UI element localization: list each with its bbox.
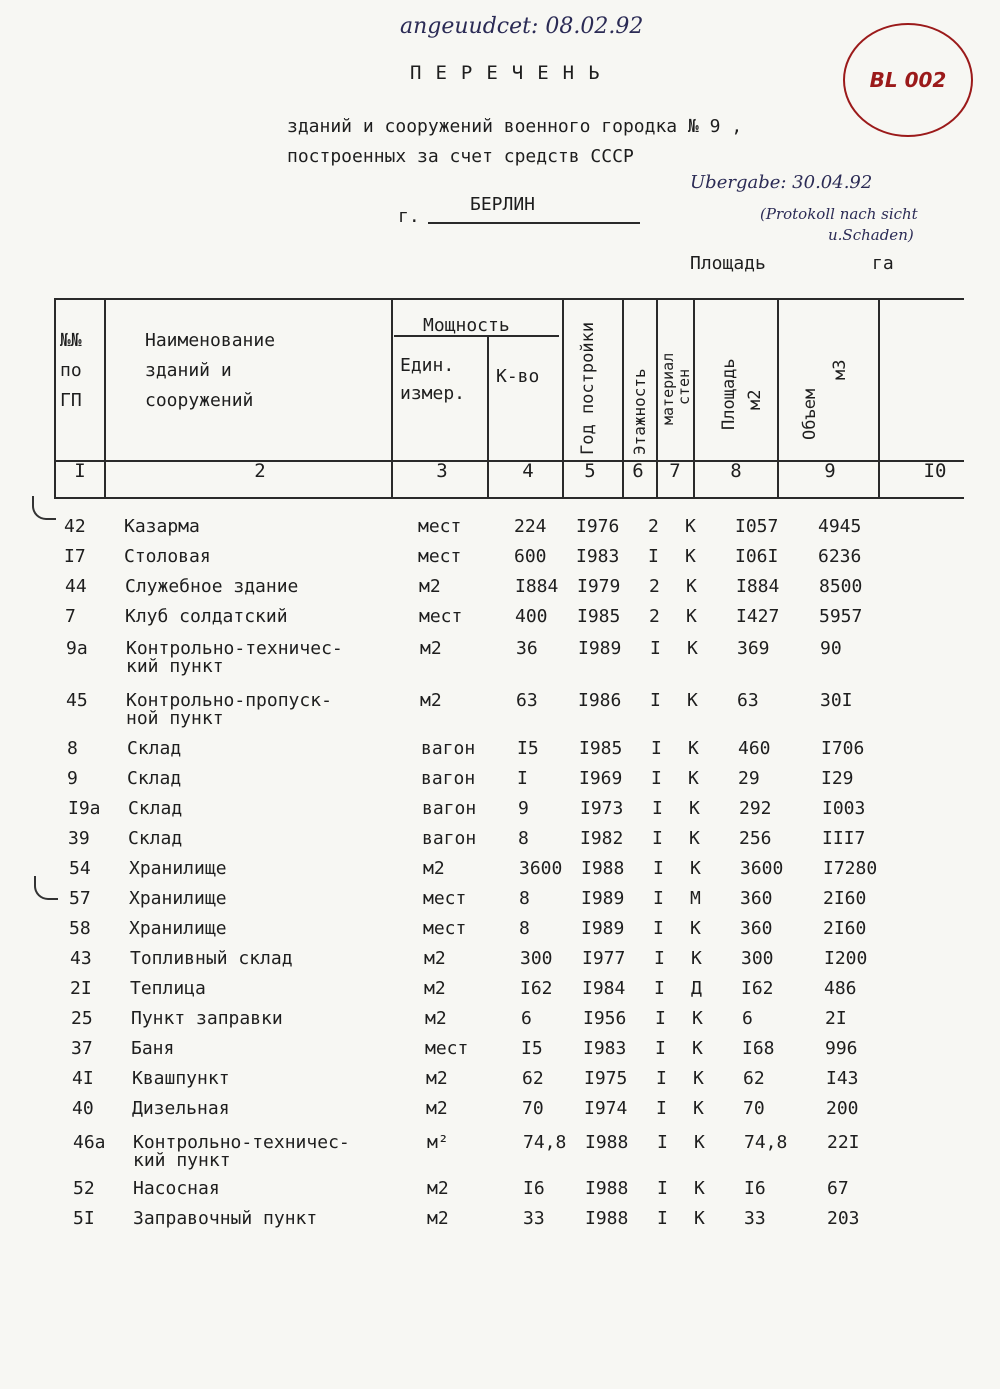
table-row <box>0 950 1000 980</box>
cell-floors: I <box>651 768 662 789</box>
header-num: №№ по ГП <box>60 330 82 411</box>
cell-name: Клуб солдатский <box>125 606 288 627</box>
cell-floors: I <box>655 1038 666 1059</box>
cell-material: К <box>694 1178 705 1199</box>
cell-material: К <box>693 1068 704 1089</box>
cell-num: 25 <box>71 1008 93 1029</box>
column-number: 2 <box>254 460 266 482</box>
cell-name: Контрольно-техничес- кий пункт <box>126 638 343 677</box>
cell-year: I985 <box>577 606 621 627</box>
table-row <box>0 1180 1000 1210</box>
cell-year: I983 <box>583 1038 627 1059</box>
table-row <box>0 578 1000 608</box>
cell-year: I974 <box>584 1098 628 1119</box>
cell-material: К <box>686 576 697 597</box>
table-row <box>0 1132 1000 1171</box>
cell-area: 460 <box>738 738 771 759</box>
cell-num: I7 <box>64 546 86 567</box>
cell-qty: 9 <box>518 798 529 819</box>
cell-area: 62 <box>743 1068 765 1089</box>
cell-unit: мест <box>419 606 463 627</box>
cell-qty: I884 <box>515 576 559 597</box>
header-capacity: Мощность <box>423 315 510 336</box>
column-number: 7 <box>669 460 681 482</box>
table-row <box>0 740 1000 770</box>
cell-qty: 8 <box>519 918 530 939</box>
area-label: Площадь <box>690 253 766 274</box>
cell-qty: 400 <box>515 606 548 627</box>
cell-floors: I <box>657 1208 668 1229</box>
cell-floors: I <box>653 918 664 939</box>
cell-volume: 2I60 <box>823 918 867 939</box>
cell-num: 46а <box>73 1132 106 1153</box>
cell-area: 300 <box>741 948 774 969</box>
cell-name: Пункт заправки <box>131 1008 283 1029</box>
cell-area: 70 <box>743 1098 765 1119</box>
cell-area: 29 <box>738 768 760 789</box>
city-underline <box>428 222 640 224</box>
cell-floors: I <box>654 948 665 969</box>
cell-num: 40 <box>72 1098 94 1119</box>
cell-qty: 74,8 <box>523 1132 567 1153</box>
cell-volume: I706 <box>821 738 865 759</box>
cell-name: Теплица <box>130 978 206 999</box>
cell-material: Д <box>691 978 702 999</box>
cell-qty: 224 <box>514 516 547 537</box>
cell-unit: м2 <box>419 576 441 597</box>
cell-material: К <box>691 948 702 969</box>
cell-volume: I43 <box>826 1068 859 1089</box>
cell-unit: мест <box>418 516 462 537</box>
cell-area: I06I <box>735 546 779 567</box>
cell-volume: 6236 <box>818 546 862 567</box>
cell-area: I427 <box>736 606 780 627</box>
cell-material: К <box>694 1208 705 1229</box>
cell-year: I982 <box>580 828 624 849</box>
cell-volume: III7 <box>822 828 866 849</box>
column-number: I0 <box>923 460 947 482</box>
cell-unit: мест <box>423 888 467 909</box>
cell-material: К <box>690 858 701 879</box>
cell-area: 33 <box>744 1208 766 1229</box>
cell-qty: 62 <box>522 1068 544 1089</box>
cell-unit: м2 <box>427 1178 449 1199</box>
cell-unit: м2 <box>427 1208 449 1229</box>
cell-unit: вагон <box>421 738 476 759</box>
cell-area: 256 <box>739 828 772 849</box>
cell-floors: I <box>650 690 661 711</box>
cell-num: 52 <box>73 1178 95 1199</box>
handwritten-damage-note: u.Schaden) <box>828 226 914 244</box>
header-unit: Един. измер. <box>400 355 466 404</box>
cell-unit: м2 <box>420 638 442 659</box>
punch-hole-mark <box>32 496 56 520</box>
table-row <box>0 548 1000 578</box>
column-number: 3 <box>436 460 448 482</box>
cell-num: 58 <box>69 918 91 939</box>
cell-floors: I <box>648 546 659 567</box>
cell-name: Насосная <box>133 1178 220 1199</box>
cell-qty: I <box>517 768 528 789</box>
cell-num: 2I <box>70 978 92 999</box>
column-number: 4 <box>522 460 534 482</box>
cell-area: 292 <box>739 798 772 819</box>
cell-name: Хранилище <box>129 918 227 939</box>
stamp-code: BL 002 <box>869 68 947 92</box>
cell-unit: мест <box>425 1038 469 1059</box>
cell-area: I057 <box>735 516 779 537</box>
cell-floors: I <box>654 978 665 999</box>
cell-area: I62 <box>741 978 774 999</box>
cell-num: 39 <box>68 828 90 849</box>
cell-name: Баня <box>131 1038 175 1059</box>
cell-floors: I <box>656 1068 667 1089</box>
cell-floors: I <box>651 738 662 759</box>
city-prefix: г. <box>398 206 420 227</box>
document-title: ПЕРЕЧЕНЬ <box>410 62 614 84</box>
cell-volume: 8500 <box>819 576 863 597</box>
cell-floors: 2 <box>648 516 659 537</box>
cell-material: М <box>690 888 701 909</box>
cell-num: 7 <box>65 606 76 627</box>
cell-num: 37 <box>71 1038 93 1059</box>
table-row <box>0 800 1000 830</box>
cell-material: К <box>685 516 696 537</box>
cell-year: I985 <box>579 738 623 759</box>
cell-qty: 33 <box>523 1208 545 1229</box>
cell-material: К <box>690 918 701 939</box>
cell-material: К <box>686 606 697 627</box>
cell-area: I884 <box>736 576 780 597</box>
header-year: Год постройки <box>578 321 598 455</box>
cell-qty: 8 <box>519 888 530 909</box>
cell-year: I983 <box>576 546 620 567</box>
cell-year: I984 <box>582 978 626 999</box>
cell-name: Хранилище <box>129 858 227 879</box>
table-row <box>0 980 1000 1010</box>
cell-qty: I5 <box>517 738 539 759</box>
cell-name: Квашпункт <box>132 1068 230 1089</box>
cell-unit: м² <box>427 1132 449 1153</box>
cell-volume: I200 <box>824 948 868 969</box>
table-row <box>0 608 1000 638</box>
cell-volume: I003 <box>822 798 866 819</box>
cell-material: К <box>688 738 699 759</box>
cell-year: I975 <box>584 1068 628 1089</box>
cell-unit: мест <box>423 918 467 939</box>
table-row <box>0 890 1000 920</box>
cell-area: 63 <box>737 690 759 711</box>
cell-year: I976 <box>576 516 620 537</box>
subtitle-line-1: зданий и сооружений военного городка № 9 , <box>287 116 743 137</box>
cell-name: Казарма <box>124 516 200 537</box>
cell-qty: 600 <box>514 546 547 567</box>
column-number: 8 <box>730 460 742 482</box>
cell-material: К <box>688 768 699 789</box>
cell-unit: м2 <box>425 1008 447 1029</box>
cell-unit: м2 <box>424 948 446 969</box>
column-number: 9 <box>824 460 836 482</box>
cell-num: 9а <box>66 638 88 659</box>
cell-year: I979 <box>577 576 621 597</box>
header-material: материал стен <box>659 352 693 425</box>
cell-area: 360 <box>740 888 773 909</box>
cell-qty: 36 <box>516 638 538 659</box>
cell-volume: 4945 <box>818 516 862 537</box>
cell-year: I988 <box>581 858 625 879</box>
table-row <box>0 1210 1000 1240</box>
cell-floors: I <box>657 1178 668 1199</box>
cell-unit: м2 <box>420 690 442 711</box>
cell-volume: 203 <box>827 1208 860 1229</box>
cell-material: К <box>687 690 698 711</box>
cell-area: I68 <box>742 1038 775 1059</box>
cell-name: Контрольно-техничес- кий пункт <box>133 1132 350 1171</box>
header-volume: Объем м3 <box>800 359 850 440</box>
cell-floors: I <box>656 1098 667 1119</box>
cell-qty: I62 <box>520 978 553 999</box>
cell-num: 43 <box>70 948 92 969</box>
cell-volume: 22I <box>827 1132 860 1153</box>
cell-year: I988 <box>585 1208 629 1229</box>
cell-name: Топливный склад <box>130 948 293 969</box>
cell-name: Склад <box>127 768 182 789</box>
table-row <box>0 1100 1000 1130</box>
cell-name: Склад <box>127 738 182 759</box>
cell-year: I986 <box>578 690 622 711</box>
cell-material: К <box>689 828 700 849</box>
cell-floors: I <box>652 798 663 819</box>
cell-volume: 90 <box>820 638 842 659</box>
city-name: БЕРЛИН <box>470 194 536 215</box>
handwritten-protocol-note: (Protokoll nach sicht <box>760 205 918 223</box>
cell-volume: 2I <box>825 1008 847 1029</box>
cell-area: 6 <box>742 1008 753 1029</box>
table-row <box>0 1040 1000 1070</box>
cell-year: I989 <box>578 638 622 659</box>
cell-unit: мест <box>418 546 462 567</box>
cell-num: 45 <box>66 690 88 711</box>
column-number: I <box>74 460 86 482</box>
cell-floors: 2 <box>649 576 660 597</box>
cell-qty: 300 <box>520 948 553 969</box>
cell-area: 369 <box>737 638 770 659</box>
cell-floors: I <box>657 1132 668 1153</box>
table-row <box>0 638 1000 677</box>
cell-num: 57 <box>69 888 91 909</box>
cell-name: Дизельная <box>132 1098 230 1119</box>
cell-unit: вагон <box>422 798 477 819</box>
table-row <box>0 770 1000 800</box>
cell-qty: I6 <box>523 1178 545 1199</box>
cell-material: К <box>694 1132 705 1153</box>
table-row <box>0 830 1000 860</box>
cell-unit: м2 <box>426 1098 448 1119</box>
cell-unit: вагон <box>421 768 476 789</box>
cell-qty: 8 <box>518 828 529 849</box>
cell-name: Контрольно-пропуск- ной пункт <box>126 690 332 729</box>
cell-qty: 63 <box>516 690 538 711</box>
cell-material: К <box>685 546 696 567</box>
cell-floors: 2 <box>649 606 660 627</box>
handwritten-transfer-note: Ubergabe: 30.04.92 <box>690 172 873 193</box>
table-row <box>0 860 1000 890</box>
cell-name: Служебное здание <box>125 576 299 597</box>
area-unit: га <box>872 253 894 274</box>
cell-area: 3600 <box>740 858 784 879</box>
cell-volume: 996 <box>825 1038 858 1059</box>
cell-volume: 200 <box>826 1098 859 1119</box>
cell-unit: м2 <box>424 978 446 999</box>
cell-num: 8 <box>67 738 78 759</box>
cell-floors: I <box>652 828 663 849</box>
table-row <box>0 690 1000 729</box>
cell-floors: I <box>650 638 661 659</box>
cell-material: К <box>692 1038 703 1059</box>
cell-unit: вагон <box>422 828 477 849</box>
cell-qty: 3600 <box>519 858 563 879</box>
cell-unit: м2 <box>423 858 445 879</box>
cell-floors: I <box>655 1008 666 1029</box>
cell-unit: м2 <box>426 1068 448 1089</box>
column-number: 5 <box>584 460 596 482</box>
cell-area: 74,8 <box>744 1132 788 1153</box>
cell-volume: 2I60 <box>823 888 867 909</box>
cell-qty: I5 <box>521 1038 543 1059</box>
cell-year: I988 <box>585 1178 629 1199</box>
header-area: Площадь м2 <box>719 358 765 430</box>
cell-material: К <box>689 798 700 819</box>
cell-name: Склад <box>128 798 183 819</box>
cell-num: 44 <box>65 576 87 597</box>
cell-name: Заправочный пункт <box>133 1208 318 1229</box>
cell-material: К <box>693 1098 704 1119</box>
cell-qty: 6 <box>521 1008 532 1029</box>
cell-floors: I <box>653 858 664 879</box>
cell-year: I989 <box>581 918 625 939</box>
column-number: 6 <box>632 460 644 482</box>
cell-num: 42 <box>64 516 86 537</box>
archive-stamp <box>843 23 973 137</box>
cell-num: 4I <box>72 1068 94 1089</box>
cell-volume: I7280 <box>823 858 878 879</box>
table-row <box>0 518 1000 548</box>
cell-volume: I29 <box>821 768 854 789</box>
cell-num: 9 <box>67 768 78 789</box>
handwritten-date-note: angeuudcet: 08.02.92 <box>400 14 644 39</box>
cell-year: I988 <box>585 1132 629 1153</box>
cell-num: I9а <box>68 798 101 819</box>
table-row <box>0 1070 1000 1100</box>
cell-material: К <box>692 1008 703 1029</box>
cell-year: I956 <box>583 1008 627 1029</box>
cell-year: I989 <box>581 888 625 909</box>
cell-num: 5I <box>73 1208 95 1229</box>
cell-volume: 5957 <box>819 606 863 627</box>
cell-name: Столовая <box>124 546 211 567</box>
cell-year: I977 <box>582 948 626 969</box>
cell-year: I969 <box>579 768 623 789</box>
header-floors: Этажность <box>630 368 649 455</box>
cell-name: Склад <box>128 828 183 849</box>
cell-area: 360 <box>740 918 773 939</box>
header-qty: К-во <box>496 366 540 387</box>
cell-area: I6 <box>744 1178 766 1199</box>
cell-name: Хранилище <box>129 888 227 909</box>
cell-volume: 67 <box>827 1178 849 1199</box>
cell-volume: 486 <box>824 978 857 999</box>
table-row <box>0 1010 1000 1040</box>
subtitle-line-2: построенных за счет средств СССР <box>287 146 634 167</box>
cell-volume: 30I <box>820 690 853 711</box>
cell-qty: 70 <box>522 1098 544 1119</box>
header-name: Наименование зданий и сооружений <box>145 330 276 411</box>
cell-num: 54 <box>69 858 91 879</box>
table-row <box>0 920 1000 950</box>
cell-year: I973 <box>580 798 624 819</box>
cell-floors: I <box>653 888 664 909</box>
cell-material: К <box>687 638 698 659</box>
